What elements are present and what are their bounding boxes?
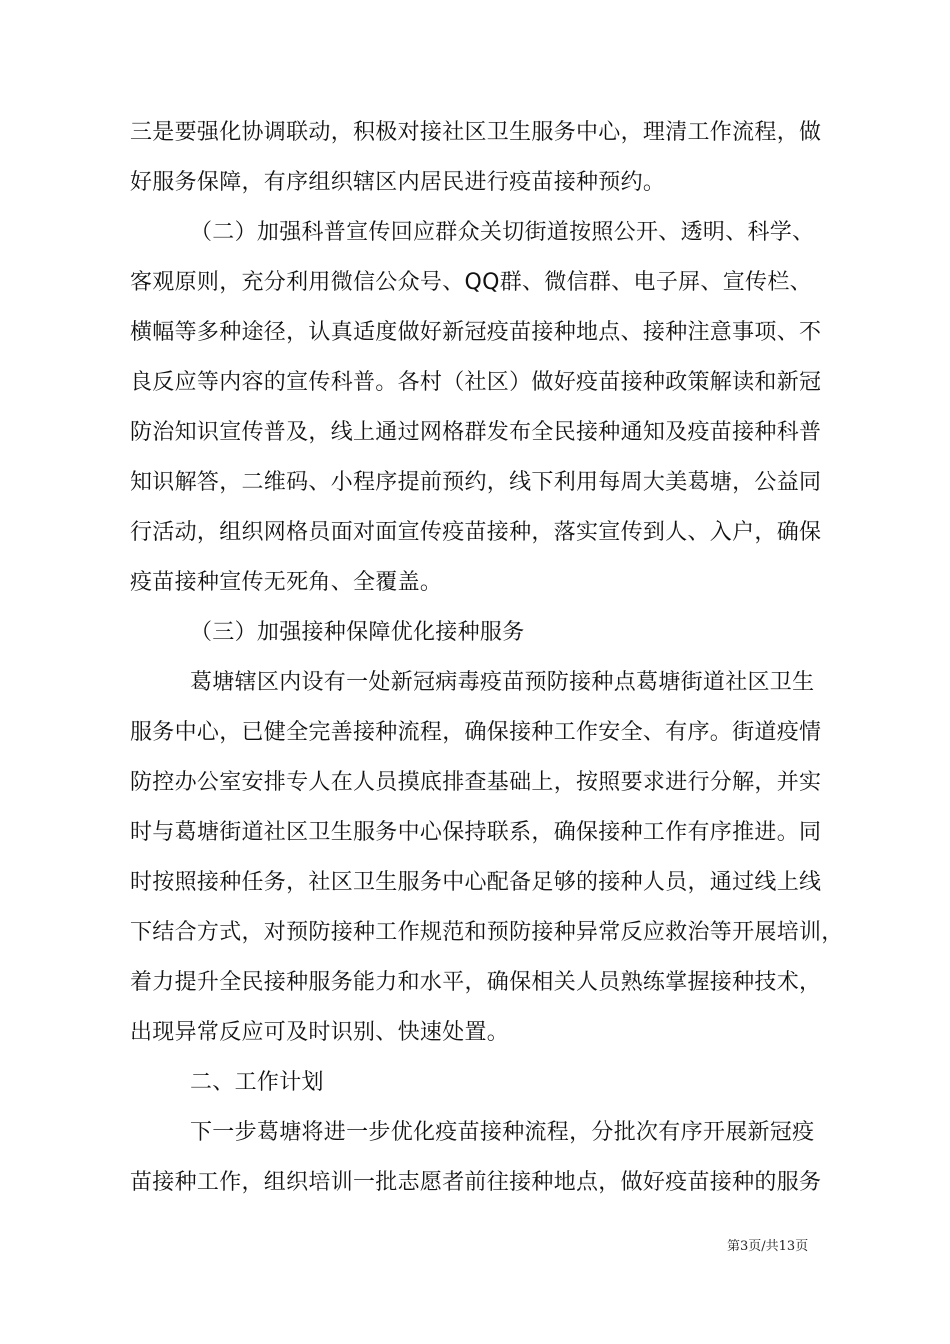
page-number: 第3页/共13页 — [727, 1239, 809, 1254]
paragraph-line: 下一步葛塘将进一步优化疫苗接种流程，分批次有序开展新冠疫 — [190, 1120, 815, 1145]
paragraph-line: 三是要强化协调联动，积极对接社区卫生服务中心，理清工作流程，做 — [130, 120, 822, 145]
paragraph-line: 客观原则，充分利用微信公众号、QQ群、微信群、电子屏、宣传栏、 — [130, 270, 812, 295]
paragraph-line: 下结合方式，对预防接种工作规范和预防接种异常反应救治等开展培训， — [130, 920, 844, 945]
paragraph-line: 良反应等内容的宣传科普。各村（社区）做好疫苗接种政策解读和新冠 — [130, 370, 822, 395]
paragraph-line: 苗接种工作，组织培训一批志愿者前往接种地点，做好疫苗接种的服务 — [130, 1170, 822, 1195]
paragraph-line: 防控办公室安排专人在人员摸底排查基础上，按照要求进行分解，并实 — [130, 770, 822, 795]
paragraph-line: 服务中心，已健全完善接种流程，确保接种工作安全、有序。街道疫情 — [130, 720, 822, 745]
paragraph-line: 知识解答，二维码、小程序提前预约，线下利用每周大美葛塘，公益同 — [130, 470, 822, 495]
paragraph-line: 着力提升全民接种服务能力和水平，确保相关人员熟练掌握接种技术， — [130, 970, 822, 995]
paragraph-line: 行活动，组织网格员面对面宣传疫苗接种，落实宣传到人、入户，确保 — [130, 520, 822, 545]
paragraph-line: 横幅等多种途径，认真适度做好新冠疫苗接种地点、接种注意事项、不 — [130, 320, 822, 345]
paragraph-line: 葛塘辖区内设有一处新冠病毒疫苗预防接种点葛塘街道社区卫生 — [190, 670, 815, 695]
paragraph-line: 出现异常反应可及时识别、快速处置。 — [130, 1020, 510, 1045]
paragraph-line: 时与葛塘街道社区卫生服务中心保持联系，确保接种工作有序推进。同 — [130, 820, 822, 845]
paragraph-line: 好服务保障，有序组织辖区内居民进行疫苗接种预约。 — [130, 170, 666, 195]
paragraph-line: 防治知识宣传普及，线上通过网格群发布全民接种通知及疫苗接种科普 — [130, 420, 822, 445]
section-heading-work-plan: 二、工作计划 — [190, 1070, 324, 1095]
section-heading-2: （二）加强科普宣传回应群众关切街道按照公开、透明、科学、 — [190, 220, 815, 245]
paragraph-line: 疫苗接种宣传无死角、全覆盖。 — [130, 570, 443, 595]
paragraph-line: 时按照接种任务，社区卫生服务中心配备足够的接种人员，通过线上线 — [130, 870, 822, 895]
section-heading-3: （三）加强接种保障优化接种服务 — [190, 620, 525, 645]
